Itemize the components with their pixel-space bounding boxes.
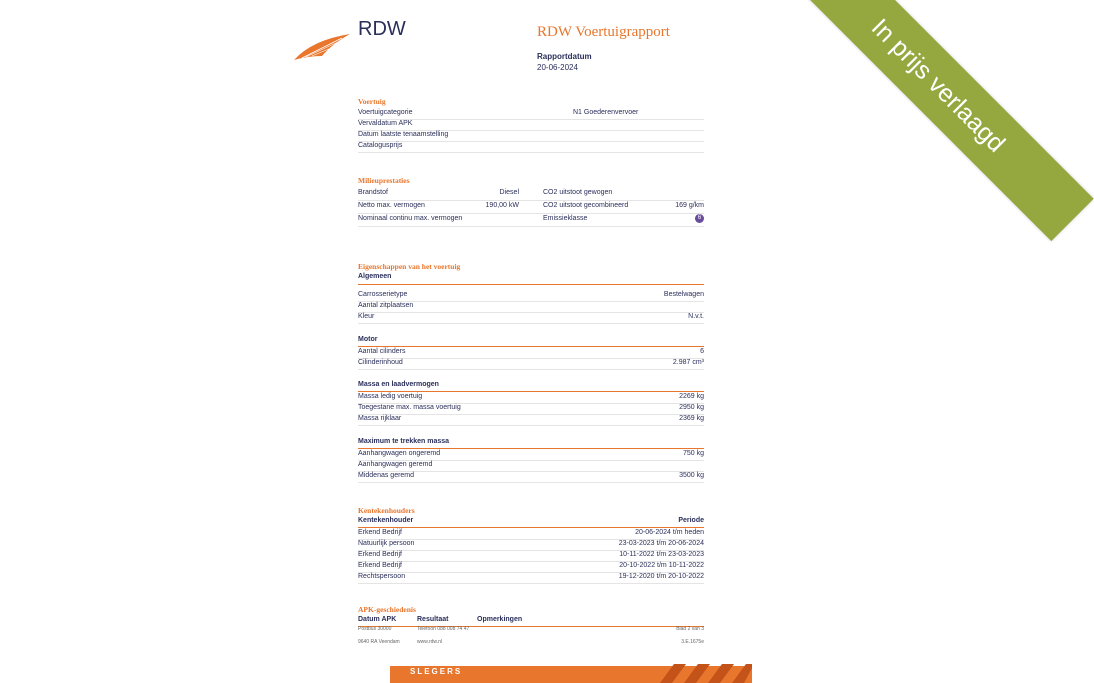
subsection-motor: Motor [358,336,378,343]
table-row: Datum laatste tenaamstelling [358,130,704,142]
divider [358,284,704,285]
section-voertuig: Voertuig [358,97,386,106]
subsection-massa: Massa en laadvermogen [358,381,439,388]
divider [358,626,704,627]
report-page [290,0,1011,683]
footer-postbus: Postbus 30000 [358,626,392,632]
table-row: Vervaldatum APK [358,119,704,131]
table-row: Voertuigcategorie N1 Goederenvervoer [358,108,704,120]
col-datum-apk: Datum APK [358,616,397,623]
logo-text: RDW [358,18,406,40]
footer-adres: 9640 RA Veendam [358,639,400,645]
report-title: RDW Voertuigrapport [537,24,670,40]
report-date: 20-06-2024 [537,63,578,72]
table-row: Massa ledig voertuig 2269 kg [358,392,704,404]
table-row: Erkend Bedrijf 10-11-2022 t/m 23-03-2023 [358,550,704,562]
section-kentekenhouders: Kentekenhouders [358,506,415,515]
table-row: Middenas geremd 3500 kg [358,471,704,483]
table-row: Aantal zitplaatsen [358,301,704,313]
footer-web: www.rdw.nl [417,639,443,645]
table-row: Cilinderinhoud 2.987 cm³ [358,358,704,370]
table-row: Brandstof Diesel CO2 uitstoot gewogen [358,188,704,201]
table-row: Kleur N.v.t. [358,312,704,324]
col-resultaat: Resultaat [417,616,449,623]
subsection-trekken: Maximum te trekken massa [358,438,450,445]
col-kentekenhouder: Kentekenhouder [358,517,414,524]
report-date-label: Rapportdatum [537,52,592,61]
price-reduced-banner: In prijs verlaagd [783,0,1094,241]
table-row: Carrosserietype Bestelwagen [358,290,704,302]
table-row: Erkend Bedrijf 20-06-2024 t/m heden [358,528,704,540]
table-row: Erkend Bedrijf 20-10-2022 t/m 10-11-2022 [358,561,704,573]
table-row: Toegestane max. massa voertuig 2950 kg [358,403,704,415]
table-row: Aanhangwagen geremd [358,460,704,472]
col-periode: Periode [678,517,704,524]
dealer-logo-text: SLEGERS [410,667,463,676]
section-eigenschappen: Eigenschappen van het voertuig [358,262,461,271]
table-row: Rechtspersoon 19-12-2020 t/m 20-10-2022 [358,572,704,584]
table-row: Netto max. vermogen 190,00 kW CO2 uitstoot gecombineerd 169 g/km [358,201,704,214]
table-row: Massa rijklaar 2369 kg [358,414,704,426]
table-row: Natuurlijk persoon 23-03-2023 t/m 20-06-2024 [358,539,704,551]
stripes-icon [660,664,752,683]
footer-code: 3.E.1675e [681,639,704,645]
emission-badge: 6 [695,214,704,223]
table-row: Nominaal continu max. vermogen Emissieklasse 6 [358,214,704,227]
section-apk: APK-geschiedenis [358,605,416,614]
subsection-algemeen: Algemeen [358,273,392,280]
footer-telefoon: Telefoon 088 008 74 47 [417,626,470,632]
rdw-logo-icon [292,30,352,62]
table-row: Catalogusprijs [358,141,704,153]
col-opmerkingen: Opmerkingen [477,616,523,623]
table-row: Aanhangwagen ongeremd 750 kg [358,449,704,461]
table-row: Aantal cilinders 6 [358,347,704,359]
section-milieu: Milieuprestaties [358,176,410,185]
footer-blad: Blad 2 van 3 [676,626,704,632]
